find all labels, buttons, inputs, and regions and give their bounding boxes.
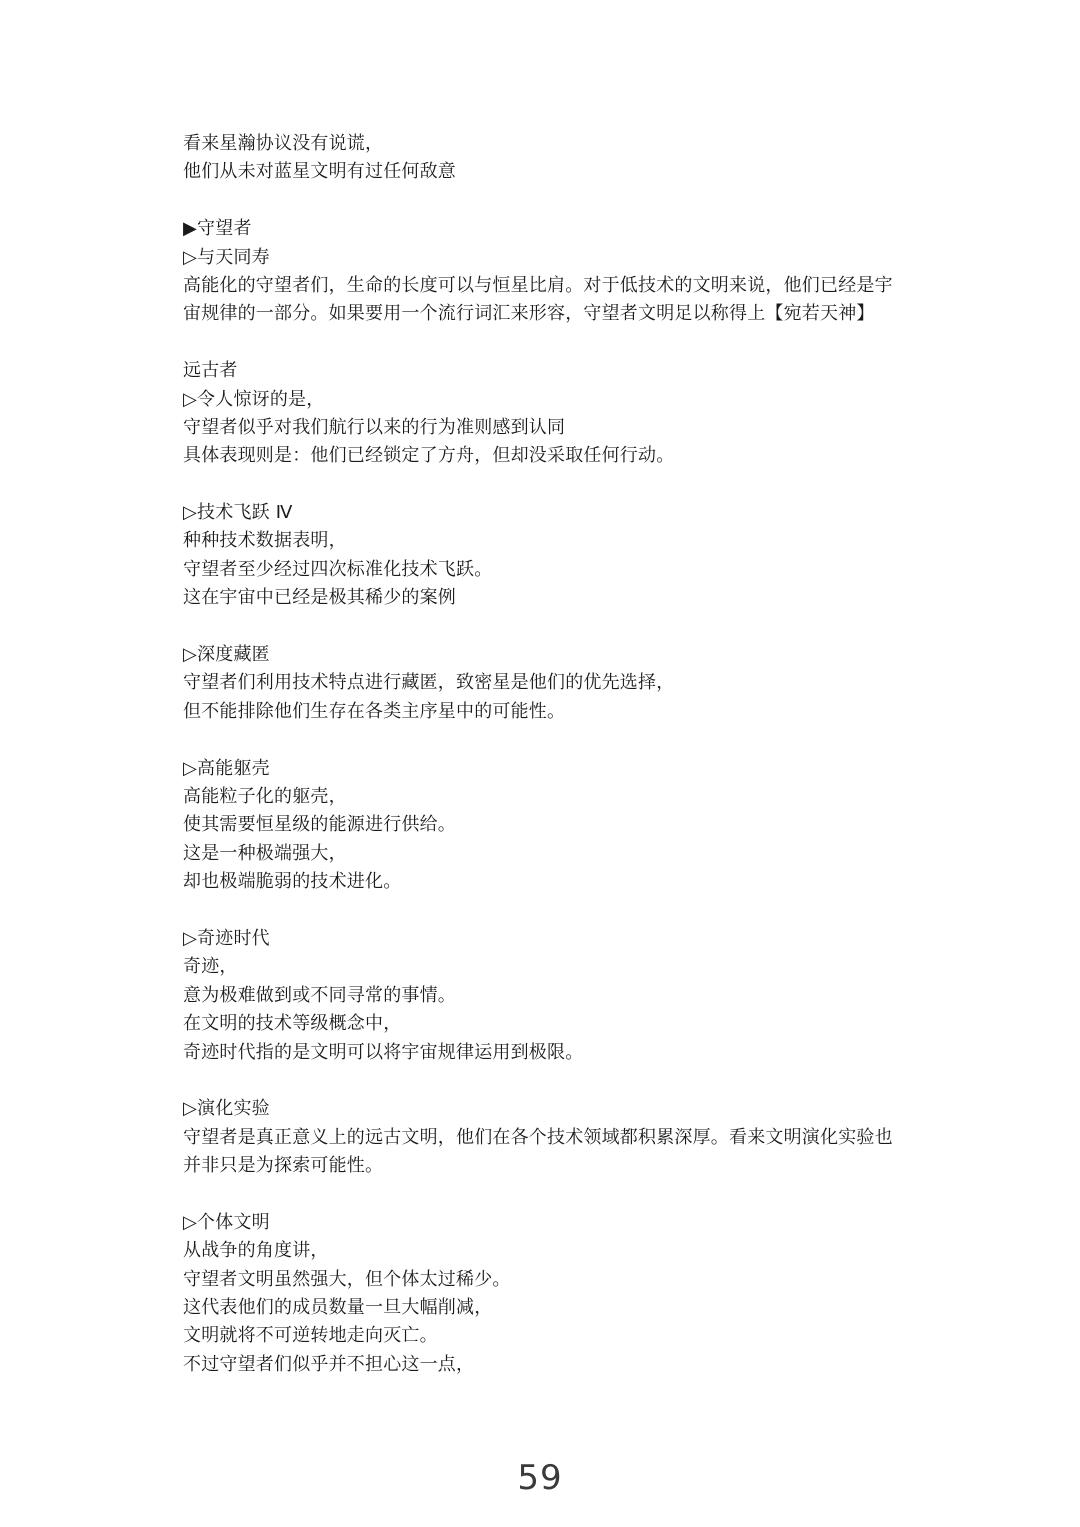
blank-line	[183, 613, 933, 641]
text-line: ▷演化实验	[183, 1098, 270, 1120]
text-line: 高能化的守望者们，生命的长度可以与恒星比肩。对于低技术的文明来说，他们已经是宇	[183, 274, 893, 296]
text-line: ▷与天同寿	[183, 246, 270, 268]
text-line: 使其需要恒星级的能源进行供给。	[183, 814, 456, 836]
text-line: 他们从未对蓝星文明有过任何敌意	[183, 161, 456, 183]
text-line: 奇迹时代指的是文明可以将宇宙规律运用到极限。	[183, 1041, 584, 1063]
text-line: ▶守望者	[183, 218, 252, 240]
text-line: 文明就将不可逆转地走向灭亡。	[183, 1325, 438, 1347]
text-line: 奇迹，	[183, 956, 238, 978]
text-line: ▷深度藏匿	[183, 644, 270, 666]
text-line: ▷个体文明	[183, 1211, 270, 1233]
text-line: 宙规律的一部分。如果要用一个流行词汇来形容，守望者文明足以称得上【宛若天神】	[183, 303, 875, 325]
blank-line	[183, 187, 933, 215]
text-line: 远古者	[183, 360, 238, 382]
blank-line	[183, 471, 933, 499]
text-line: 种种技术数据表明，	[183, 530, 347, 552]
text-line: ▷奇迹时代	[183, 927, 270, 949]
text-line: 守望者似乎对我们航行以来的行为准则感到认同	[183, 416, 566, 438]
text-line: 这代表他们的成员数量一旦大幅削减，	[183, 1297, 493, 1319]
text-line: 高能粒子化的躯壳，	[183, 785, 347, 807]
text-line: 但不能排除他们生存在各类主序星中的可能性。	[183, 700, 566, 722]
text-line: 这在宇宙中已经是极其稀少的案例	[183, 587, 456, 609]
text-line: 在文明的技术等级概念中，	[183, 1013, 402, 1035]
blank-line	[183, 726, 933, 754]
blank-line	[183, 1180, 933, 1208]
text-line: ▷技术飞跃 Ⅳ	[183, 502, 293, 524]
text-line: 守望者至少经过四次标准化技术飞跃。	[183, 558, 493, 580]
text-line: 守望者文明虽然强大，但个体太过稀少。	[183, 1268, 511, 1290]
text-line: 守望者是真正意义上的远古文明，他们在各个技术领域都积累深厚。看来文明演化实验也	[183, 1126, 893, 1148]
text-line: 不过守望者们似乎并不担心这一点，	[183, 1353, 475, 1375]
document-body	[183, 130, 933, 1379]
text-line: 看来星瀚协议没有说谎，	[183, 133, 384, 154]
text-line: 从战争的角度讲，	[183, 1240, 329, 1262]
text-line: ▷令人惊讶的是，	[183, 388, 325, 410]
text-line: 意为极难做到或不同寻常的事情。	[183, 984, 456, 1006]
text-line: 守望者们利用技术特点进行藏匿，致密星是他们的优先选择，	[183, 672, 675, 694]
blank-line	[183, 1067, 933, 1095]
page-number: 59	[517, 1458, 563, 1498]
text-line: 具体表现则是：他们已经锁定了方舟，但却没采取任何行动。	[183, 445, 675, 467]
blank-line	[183, 897, 933, 925]
text-line: 这是一种极端强大，	[183, 842, 347, 864]
text-line: ▷高能躯壳	[183, 757, 270, 779]
text-line: 并非只是为探索可能性。	[183, 1155, 384, 1177]
blank-line	[183, 329, 933, 357]
text-line: 却也极端脆弱的技术进化。	[183, 871, 402, 893]
